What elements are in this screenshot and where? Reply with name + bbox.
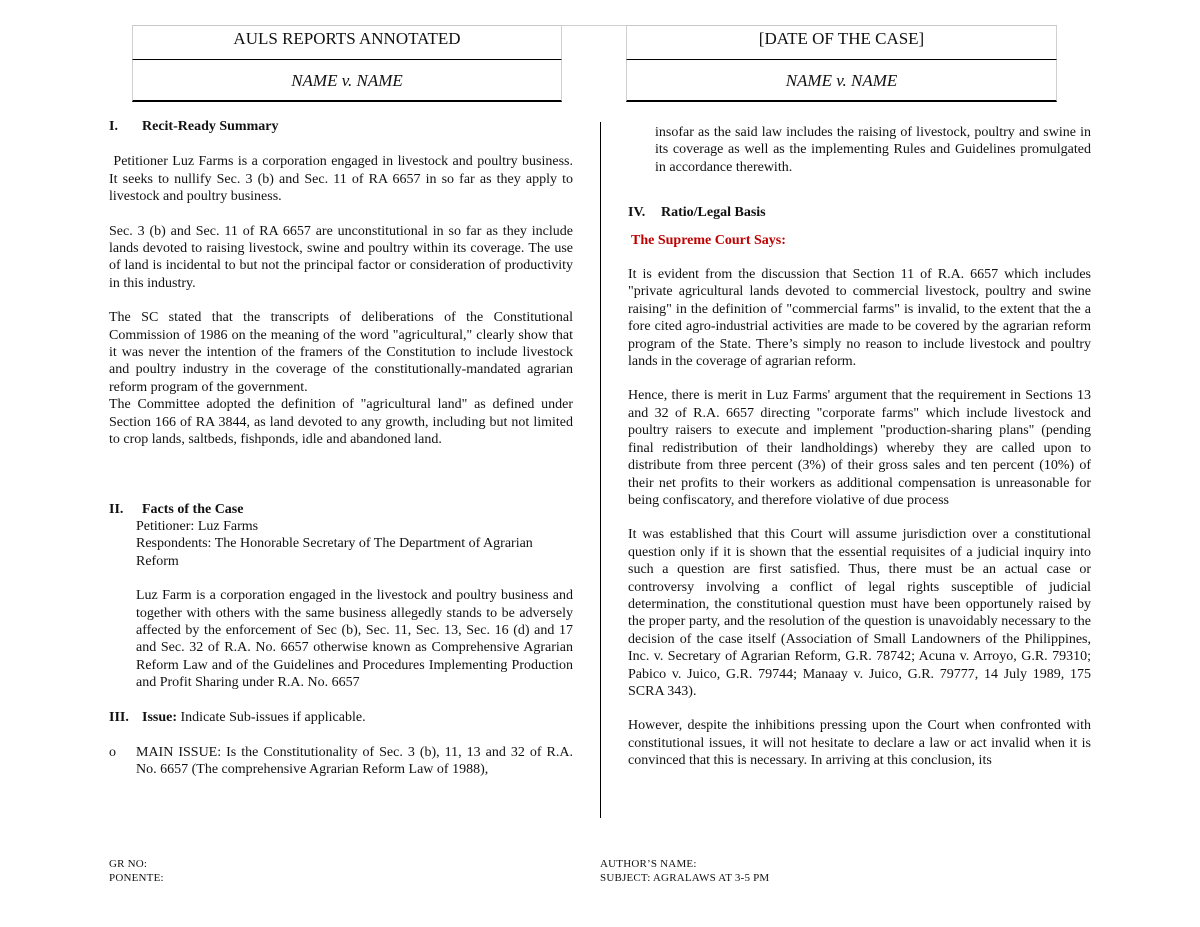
header-case-name-left: NAME v. NAME	[132, 60, 562, 102]
header-case-name-right: NAME v. NAME	[626, 60, 1057, 102]
section-number: II.	[109, 501, 124, 517]
issue-note: Indicate Sub-issues if applicable.	[177, 709, 366, 725]
summary-paragraph-1: Petitioner Luz Farms is a corporation engaged in livestock and poultry business. It seeks to nullify Sec. 3 (b) and Sec. 11 of RA 6657 in so far as they apply to livestock and poultry business.	[109, 154, 577, 205]
header-reports-title: AULS REPORTS ANNOTATED	[132, 25, 562, 60]
supreme-court-says-label: The Supreme Court Says:	[631, 232, 786, 248]
section-heading-ratio	[628, 204, 1091, 221]
main-issue-continued: insofar as the said law includes the raising of livestock, poultry and swine in its coverage as well as the implementing Rules and Guidelines promulgated in accordance therewith.	[655, 125, 1091, 175]
summary-paragraph-2: Sec. 3 (b) and Sec. 11 of RA 6657 are unconstitutional in so far as they include lands devoted to raising livestock, swine and poultry within its coverage. The use of land is incidental to but not the principal factor or consideration of productivity in this industry.	[109, 223, 573, 291]
footer-ponente: PONENTE:	[109, 872, 164, 884]
main-issue-item	[109, 744, 573, 779]
right-column	[628, 124, 1091, 770]
section-title: Facts of the Case	[142, 501, 244, 517]
section-heading-issue	[109, 709, 573, 726]
section-number: I.	[109, 119, 118, 134]
footer-subject: SUBJECT: AGRALAWS AT 3-5 PM	[600, 872, 770, 884]
footer-gr-no: GR NO:	[109, 858, 148, 870]
section-heading-facts	[109, 501, 573, 518]
bullet-marker: o	[109, 744, 116, 760]
facts-paragraph: Luz Farm is a corporation engaged in the livestock and poultry business and together with others with the same business allegedly stands to be adversely affected by the enforcement of Sec (b), Sec. 11, Sec. 13, Sec. 16 (d) and 17 and Sec. 32 of R.A. No. 6657 otherwise known as Comprehensive Agrarian Reform Law and of the Guidelines and Procedures Implementing Production and Profit Sharing under R.A. No. 6657	[136, 588, 573, 691]
footer-left	[109, 857, 164, 885]
respondents-line: Respondents: The Honorable Secretary of The Department of Agrarian Reform	[136, 536, 533, 569]
section-title: Ratio/Legal Basis	[661, 205, 766, 221]
ratio-paragraph-3: It was established that this Court will assume jurisdiction over a constitutional question only if it is shown that the essential requisites of a judicial inquiry into such a question are first satisfied. Thus, there must be an actual case or controversy involving a conflict of legal rights susceptible of judicial determination, the constitutional question must have been opportunely raised by the proper party, and the resolution of the question is unavoidably necessary to the decision of the case itself (Association of Small Landowners of the Philippines, Inc. v. Secretary of Agrarian Reform, G.R. 78742; Acuna v. Arroyo, G.R. 79310; Pabico v. Juico, G.R. 79744; Manaay v. Juico, G.R. 79777, 14 July 1989, 175 SCRA 343).	[628, 527, 1091, 699]
petitioner-line: Petitioner: Luz Farms	[136, 518, 259, 534]
column-divider	[600, 122, 601, 818]
summary-paragraph-4: The Committee adopted the definition of "agricultural land" as defined under Section 166 of RA 3844, as land devoted to any growth, including but not limited to crop lands, saltbeds, fishponds, idle and abandoned land.	[109, 397, 573, 448]
header-table	[132, 25, 1057, 102]
ratio-paragraph-4: However, despite the inhibitions pressing upon the Court when confronted with constitutional issues, it will not hesitate to declare a law or act invalid when it is convinced that this is necessary. In arriving at this conclusion, its	[628, 718, 1091, 769]
footer-author: AUTHOR’S NAME:	[600, 858, 697, 870]
section-heading-summary	[109, 118, 573, 135]
ratio-paragraph-1: It is evident from the discussion that Section 11 of R.A. 6657 which includes "private agricultural lands devoted to commercial livestock, poultry and swine raising" in the definition of "commercial farms" is invalid, to the extent that the a fore cited agro-industrial activities are made to be covered by the agrarian reform program of the State. There’s simply no reason to include livestock and poultry lands in the coverage of agrarian reform.	[628, 267, 1091, 370]
header-date-title: [DATE OF THE CASE]	[626, 25, 1057, 60]
main-issue-text: MAIN ISSUE: Is the Constitutionality of Sec. 3 (b), 11, 13 and 32 of R.A. No. 6657 (The comprehensive Agrarian Reform Law of 1988),	[136, 744, 573, 778]
section-title: Recit-Ready Summary	[142, 119, 279, 134]
summary-paragraph-3: The SC stated that the transcripts of deliberations of the Constitutional Commission of 1986 on the meaning of the word "agricultural," clearly show that it was never the intention of the framers of the Constitution to include livestock and poultry industry in the coverage of the constitutionally-mandated agrarian reform program of the government.	[109, 310, 573, 395]
section-number: III.	[109, 709, 129, 725]
section-number: IV.	[628, 205, 646, 221]
left-column	[109, 118, 577, 779]
ratio-paragraph-2: Hence, there is merit in Luz Farms' argument that the requirement in Sections 13 and 32 of R.A. 6657 directing "corporate farms" which include livestock and poultry raisers to execute and implement "production-sharing plans" (pending final redistribution of their landholdings) whereby they are called upon to distribute from three percent (3%) of their gross sales and ten percent (10%) of their net profits to their workers as additional compensation is unreasonable for being confiscatory, and therefore violative of due process	[628, 388, 1091, 508]
section-title: Issue:	[142, 709, 178, 725]
header-gap	[562, 25, 627, 101]
footer-right	[600, 857, 769, 885]
